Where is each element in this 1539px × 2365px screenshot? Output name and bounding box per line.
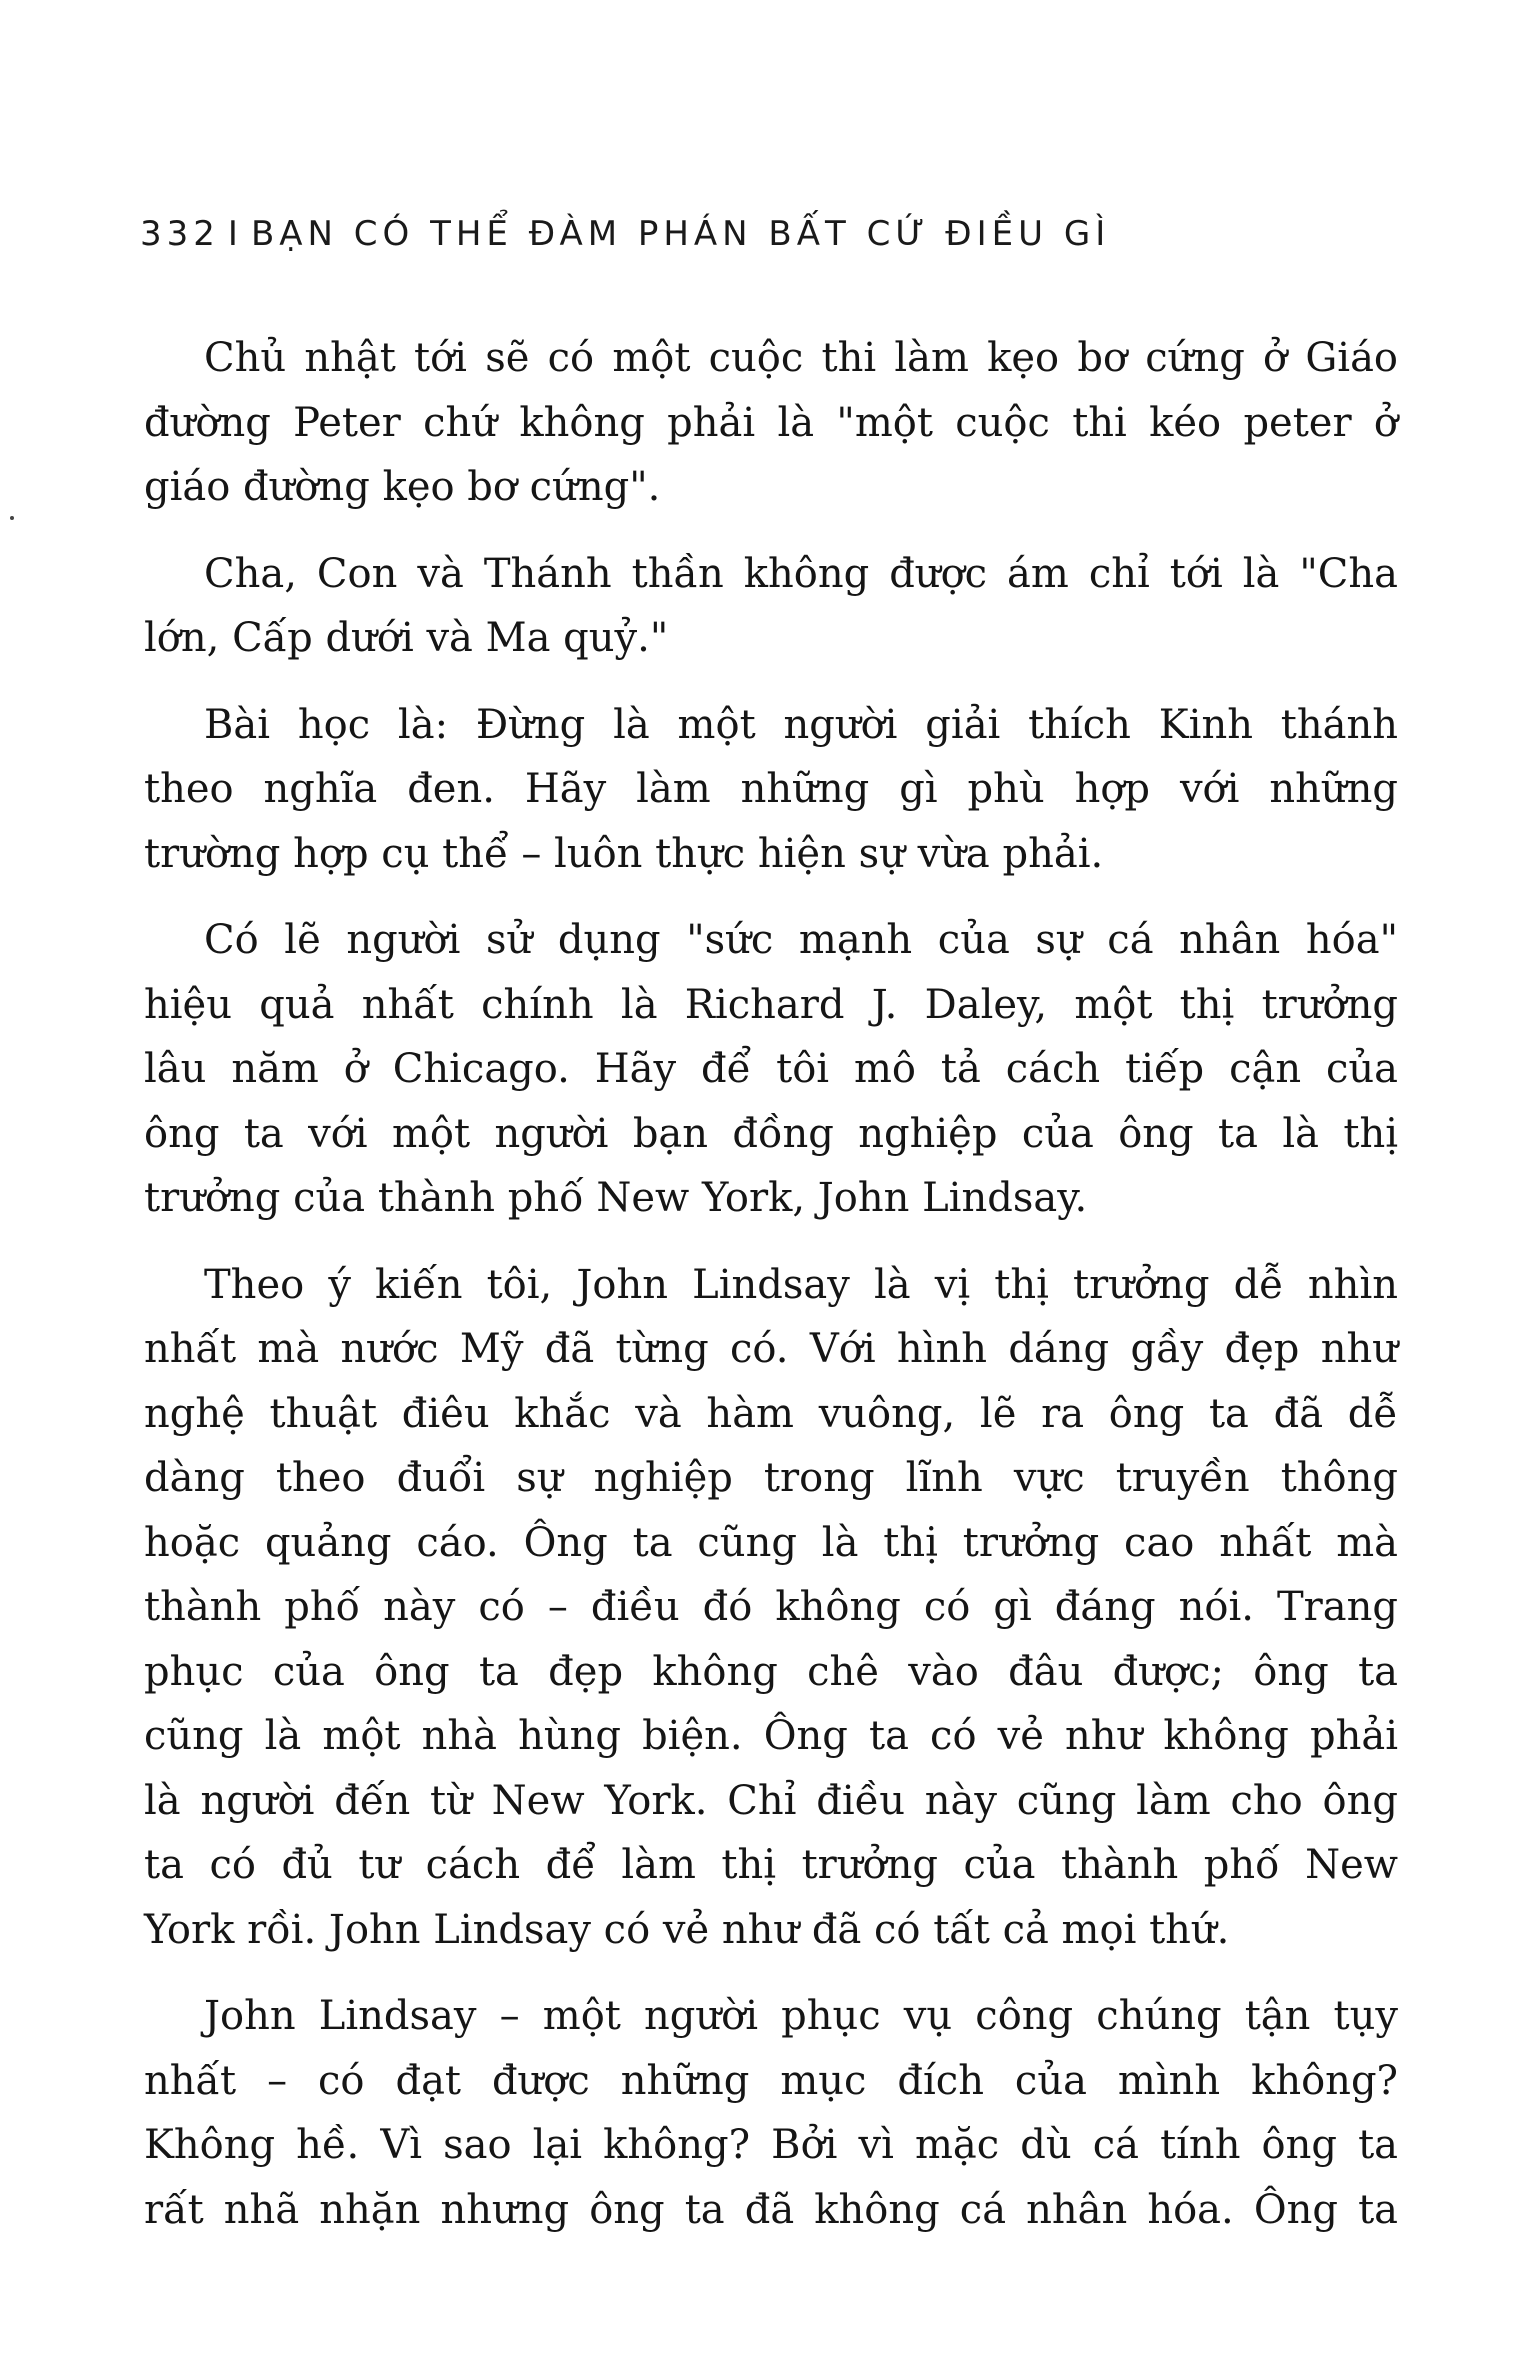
text-line: Theo ý kiến tôi, John Lindsay là vị thị trưởng dễ nhìn bbox=[204, 1261, 1398, 1308]
text-line: trưởng của thành phố New York, John Lindsay. bbox=[144, 1175, 1088, 1221]
text-line: Bài học là: Đừng là một người giải thích Kinh thánh bbox=[204, 701, 1398, 748]
text-line: theo nghĩa đen. Hãy làm những gì phù hợp với những bbox=[144, 766, 1398, 812]
text-line: Có lẽ người sử dụng "sức mạnh của sự cá nhân hóa" bbox=[204, 917, 1398, 963]
text-line: ta có đủ tư cách để làm thị trưởng của thành phố New bbox=[144, 1842, 1398, 1888]
paragraph bbox=[144, 1253, 1398, 1963]
text-line: là người đến từ New York. Chỉ điều này cũng làm cho ông bbox=[144, 1777, 1398, 1824]
text-line: trường hợp cụ thể – luôn thực hiện sự vừa phải. bbox=[144, 830, 1104, 877]
body-text bbox=[144, 326, 1398, 2264]
page-number: 332 bbox=[140, 214, 220, 254]
book-title: BẠN CÓ THỂ ĐÀM PHÁN BẤT CỨ ĐIỀU GÌ bbox=[250, 214, 1111, 254]
text-line: lớn, Cấp dưới và Ma quỷ." bbox=[144, 615, 669, 661]
text-line: nhất mà nước Mỹ đã từng có. Với hình dáng gầy đẹp như bbox=[144, 1326, 1398, 1372]
text-line: dàng theo đuổi sự nghiệp trong lĩnh vực truyền thông bbox=[144, 1455, 1398, 1501]
text-line: cũng là một nhà hùng biện. Ông ta có vẻ như không phải bbox=[144, 1713, 1398, 1759]
text-line: rất nhã nhặn nhưng ông ta đã không cá nhân hóa. Ông ta bbox=[144, 2186, 1398, 2233]
paragraph bbox=[144, 908, 1398, 1231]
header-separator: I bbox=[227, 214, 243, 254]
text-line: nghệ thuật điêu khắc và hàm vuông, lẽ ra ông ta đã dễ bbox=[144, 1390, 1398, 1437]
paragraph bbox=[144, 1984, 1398, 2242]
text-line: lâu năm ở Chicago. Hãy để tôi mô tả cách tiếp cận của bbox=[144, 1046, 1398, 1092]
text-line: Không hề. Vì sao lại không? Bởi vì mặc dù cá tính ông ta bbox=[144, 2122, 1398, 2168]
text-line: hoặc quảng cáo. Ông ta cũng là thị trưởng cao nhất mà bbox=[144, 1519, 1398, 1566]
text-line: giáo đường kẹo bơ cứng". bbox=[144, 464, 661, 510]
paragraph bbox=[144, 542, 1398, 671]
text-line: York rồi. John Lindsay có vẻ như đã có tất cả mọi thứ. bbox=[144, 1906, 1230, 1953]
text-line: Cha, Con và Thánh thần không được ám chỉ tới là "Cha bbox=[204, 550, 1398, 597]
paragraph bbox=[144, 693, 1398, 887]
text-line: ông ta với một người bạn đồng nghiệp của ông ta là thị bbox=[144, 1110, 1398, 1157]
margin-speck bbox=[10, 516, 14, 520]
text-line: Chủ nhật tới sẽ có một cuộc thi làm kẹo bơ cứng ở Giáo bbox=[204, 335, 1398, 381]
running-header bbox=[140, 214, 1110, 254]
text-line: thành phố này có – điều đó không có gì đáng nói. Trang bbox=[144, 1584, 1398, 1630]
text-line: phục của ông ta đẹp không chê vào đâu được; ông ta bbox=[144, 1648, 1398, 1695]
text-line: đường Peter chứ không phải là "một cuộc thi kéo peter ở bbox=[144, 399, 1398, 446]
text-line: nhất – có đạt được những mục đích của mình không? bbox=[144, 2057, 1398, 2104]
text-line: hiệu quả nhất chính là Richard J. Daley, một thị trưởng bbox=[144, 981, 1398, 1028]
text-line: John Lindsay – một người phục vụ công chúng tận tụy bbox=[204, 1993, 1398, 2039]
paragraph bbox=[144, 326, 1398, 520]
